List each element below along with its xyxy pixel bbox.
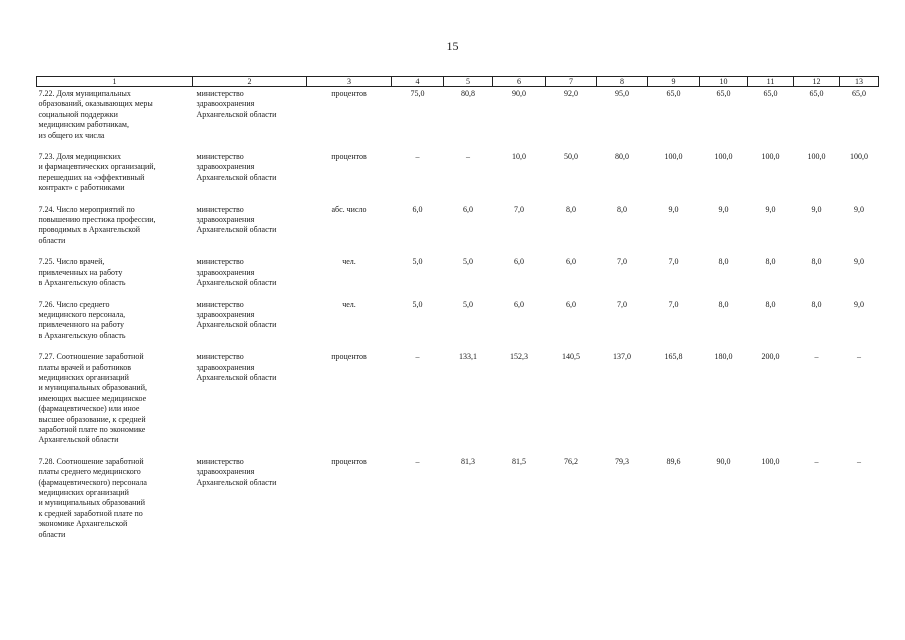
indicator-name-line: 7.24. Число мероприятий по — [38, 204, 135, 214]
value-cell: 7,0 — [668, 299, 679, 309]
value-cell: 8,0 — [811, 299, 822, 309]
value-cell: 90,0 — [512, 89, 526, 98]
unit-of-measure: процентов — [331, 352, 367, 362]
indicator-name — [37, 298, 193, 351]
indicator-name-line: повышению престижа профессии, — [38, 215, 156, 225]
unit-of-measure: процентов — [331, 89, 367, 98]
value-cell: – — [415, 456, 420, 466]
indicator-name-line: в Архангельскую область — [38, 278, 126, 288]
executor-line: министерство — [196, 204, 244, 214]
unit-of-measure: чел. — [342, 299, 356, 309]
executor-line: здравоохранения — [196, 362, 255, 372]
indicator-name — [37, 350, 193, 455]
executor-line: Архангельской области — [196, 320, 277, 330]
executor-line: здравоохранения — [196, 99, 255, 109]
unit-of-measure: чел. — [342, 257, 356, 267]
value-cell: 65,0 — [809, 89, 824, 98]
value-cell: 50,0 — [564, 152, 578, 162]
value-cell: 75,0 — [410, 89, 425, 98]
indicator-name-line: высшее образование, к средней — [38, 414, 146, 424]
executor — [193, 150, 307, 203]
indicator-name-line: медицинским работникам, — [38, 120, 129, 130]
column-header-10: 10 — [700, 77, 748, 87]
executor-line: Архангельской области — [196, 372, 277, 382]
indicator-name-line: и фармацевтических организаций, — [38, 162, 156, 172]
value-cell: 80,8 — [461, 89, 475, 98]
indicator-name — [37, 150, 193, 203]
indicator-name-line: области — [38, 529, 66, 539]
value-cell: 5,0 — [463, 299, 473, 309]
indicator-name — [37, 87, 193, 151]
indicator-name — [37, 255, 193, 297]
executor-line: здравоохранения — [196, 215, 255, 225]
executor — [193, 350, 307, 455]
value-cell: 200,0 — [761, 352, 780, 362]
value-cell: 100,0 — [714, 152, 733, 162]
executor-line: Архангельской области — [196, 225, 277, 235]
indicator-name-line: 7.25. Число врачей, — [38, 257, 105, 267]
value-cell: 8,0 — [718, 257, 729, 267]
page-number: 15 — [446, 39, 459, 53]
value-cell: 9,0 — [668, 204, 679, 214]
column-header-7: 7 — [546, 77, 597, 87]
unit-of-measure: процентов — [331, 456, 367, 466]
indicator-name-line: 7.27. Соотношение заработной — [38, 352, 144, 362]
value-cell: 7,0 — [514, 204, 524, 214]
table-row — [37, 455, 879, 549]
indicator-name-line: платы среднего медицинского — [38, 467, 141, 477]
indicator-name — [37, 455, 193, 549]
value-cell: 8,0 — [617, 204, 627, 214]
column-header-12: 12 — [794, 77, 840, 87]
table-row — [37, 255, 879, 297]
table-body — [37, 87, 879, 550]
table-row — [37, 350, 879, 455]
executor — [193, 87, 307, 151]
indicator-name-line: и муниципальных образований — [38, 498, 145, 508]
indicator-name-line: медицинских организаций — [38, 372, 129, 382]
indicator-name-line: заработной плате по экономике — [38, 424, 146, 434]
indicator-name-line: в Архангельскую область — [38, 330, 126, 340]
value-cell: – — [857, 352, 861, 362]
indicator-name-line: имеющих высшее медицинское — [38, 393, 147, 403]
table-row — [37, 203, 879, 256]
indicator-name-line: из общего их числа — [38, 130, 105, 140]
value-cell: – — [814, 456, 819, 466]
executor-line: здравоохранения — [196, 467, 255, 477]
indicators-table — [36, 76, 879, 549]
executor — [193, 455, 307, 549]
column-header-5: 5 — [444, 77, 493, 87]
executor-line: Архангельской области — [196, 278, 277, 288]
indicator-name-line: проводимых в Архангельской — [38, 225, 141, 235]
value-cell: 8,0 — [811, 257, 822, 267]
executor-line: министерство — [196, 299, 244, 309]
column-header-6: 6 — [493, 77, 546, 87]
value-cell: 65,0 — [716, 89, 731, 98]
value-cell: 8,0 — [765, 257, 776, 267]
value-cell: 7,0 — [617, 299, 627, 309]
value-cell: – — [415, 152, 420, 162]
executor-line: здравоохранения — [196, 309, 255, 319]
value-cell: – — [814, 352, 819, 362]
unit-of-measure: процентов — [331, 152, 367, 162]
value-cell: 5,0 — [412, 257, 423, 267]
value-cell: 100,0 — [761, 456, 780, 466]
value-cell: 6,0 — [566, 299, 576, 309]
value-cell: 8,0 — [566, 204, 576, 214]
value-cell: 8,0 — [718, 299, 729, 309]
executor-line: министерство — [196, 352, 244, 362]
value-cell: 10,0 — [512, 152, 526, 162]
value-cell: 9,0 — [854, 299, 864, 309]
value-cell: 9,0 — [811, 204, 822, 214]
value-cell: 9,0 — [854, 204, 864, 214]
value-cell: 5,0 — [412, 299, 423, 309]
value-cell: 89,6 — [666, 456, 681, 466]
column-header-9: 9 — [648, 77, 700, 87]
value-cell: 100,0 — [850, 152, 868, 162]
value-cell: 76,2 — [564, 456, 578, 466]
value-cell: 152,3 — [510, 352, 528, 362]
executor — [193, 203, 307, 256]
executor-line: министерство — [196, 89, 244, 98]
value-cell: – — [466, 152, 470, 162]
indicator-name-line: (фармацевтического) персонала — [38, 477, 147, 487]
column-header-2: 2 — [193, 77, 307, 87]
value-cell: 180,0 — [714, 352, 733, 362]
indicator-name-line: медицинских организаций — [38, 488, 129, 497]
executor-line: министерство — [196, 257, 244, 267]
executor-line: здравоохранения — [196, 162, 255, 172]
column-header-11: 11 — [748, 77, 794, 87]
value-cell: 5,0 — [463, 257, 473, 267]
value-cell: 79,3 — [615, 456, 629, 466]
indicator-name-line: и муниципальных образований, — [38, 383, 147, 393]
executor-line: министерство — [196, 456, 244, 466]
indicator-name-line: привлеченных на работу — [38, 267, 123, 277]
value-cell: 100,0 — [761, 152, 780, 162]
indicator-name-line: образований, оказывающих меры — [38, 99, 153, 109]
indicator-name-line: 7.28. Соотношение заработной — [38, 456, 144, 466]
value-cell: 6,0 — [514, 257, 524, 267]
value-cell: 6,0 — [514, 299, 524, 309]
value-cell: 6,0 — [566, 257, 576, 267]
value-cell: 9,0 — [854, 257, 864, 267]
value-cell: 7,0 — [617, 257, 627, 267]
indicator-name-line: экономике Архангельской — [38, 519, 128, 529]
indicator-name-line: области — [38, 235, 66, 245]
indicator-name-line: 7.23. Доля медицинских — [38, 152, 121, 162]
value-cell: 140,5 — [562, 352, 580, 362]
indicator-name — [37, 203, 193, 256]
executor-line: Архангельской области — [196, 172, 277, 182]
executor-line: министерство — [196, 152, 244, 162]
indicator-name-line: Архангельской области — [38, 435, 119, 445]
unit-of-measure: абс. число — [331, 204, 367, 214]
indicator-name-line: к средней заработной плате по — [38, 508, 143, 518]
indicator-name-line: контракт» с работниками — [38, 183, 125, 193]
indicator-name-line: перешедших на «эффективный — [38, 172, 145, 182]
value-cell: 9,0 — [765, 204, 776, 214]
indicator-name-line: социальной поддержки — [38, 109, 118, 119]
value-cell: 137,0 — [613, 352, 631, 362]
indicator-name-line: медицинского персонала, — [38, 309, 126, 319]
value-cell: 165,8 — [664, 352, 683, 362]
value-cell: 81,5 — [512, 456, 526, 466]
column-header-8: 8 — [597, 77, 648, 87]
column-header-1: 1 — [37, 77, 193, 87]
executor-line: здравоохранения — [196, 267, 255, 277]
value-cell: – — [415, 352, 420, 362]
value-cell: 81,3 — [461, 456, 475, 466]
executor-line: Архангельской области — [196, 109, 277, 119]
column-header-3: 3 — [307, 77, 392, 87]
value-cell: 90,0 — [716, 456, 731, 466]
executor — [193, 255, 307, 297]
value-cell: 65,0 — [763, 89, 778, 98]
table-row — [37, 150, 879, 203]
value-cell: 6,0 — [412, 204, 423, 214]
value-cell: 6,0 — [463, 204, 473, 214]
value-cell: 65,0 — [666, 89, 681, 98]
indicator-name-line: платы врачей и работников — [38, 362, 131, 372]
value-cell: 9,0 — [718, 204, 729, 214]
indicator-name-line: привлеченного на работу — [38, 320, 125, 330]
table-row — [37, 87, 879, 151]
value-cell: 100,0 — [664, 152, 683, 162]
indicator-name-line: 7.22. Доля муниципальных — [38, 89, 131, 98]
value-cell: 80,0 — [615, 152, 629, 162]
table-row — [37, 298, 879, 351]
value-cell: 133,1 — [459, 352, 477, 362]
value-cell: 7,0 — [668, 257, 679, 267]
value-cell: 95,0 — [615, 89, 629, 98]
column-header-4: 4 — [392, 77, 444, 87]
executor — [193, 298, 307, 351]
value-cell: 100,0 — [807, 152, 826, 162]
column-number-header-row — [37, 77, 879, 87]
column-header-13: 13 — [840, 77, 879, 87]
value-cell: 92,0 — [564, 89, 578, 98]
value-cell: 65,0 — [852, 89, 866, 98]
indicator-name-line: (фармацевтическое) или иное — [38, 404, 140, 414]
indicator-name-line: 7.26. Число среднего — [38, 299, 110, 309]
value-cell: – — [857, 456, 861, 466]
value-cell: 8,0 — [765, 299, 776, 309]
executor-line: Архангельской области — [196, 477, 277, 487]
